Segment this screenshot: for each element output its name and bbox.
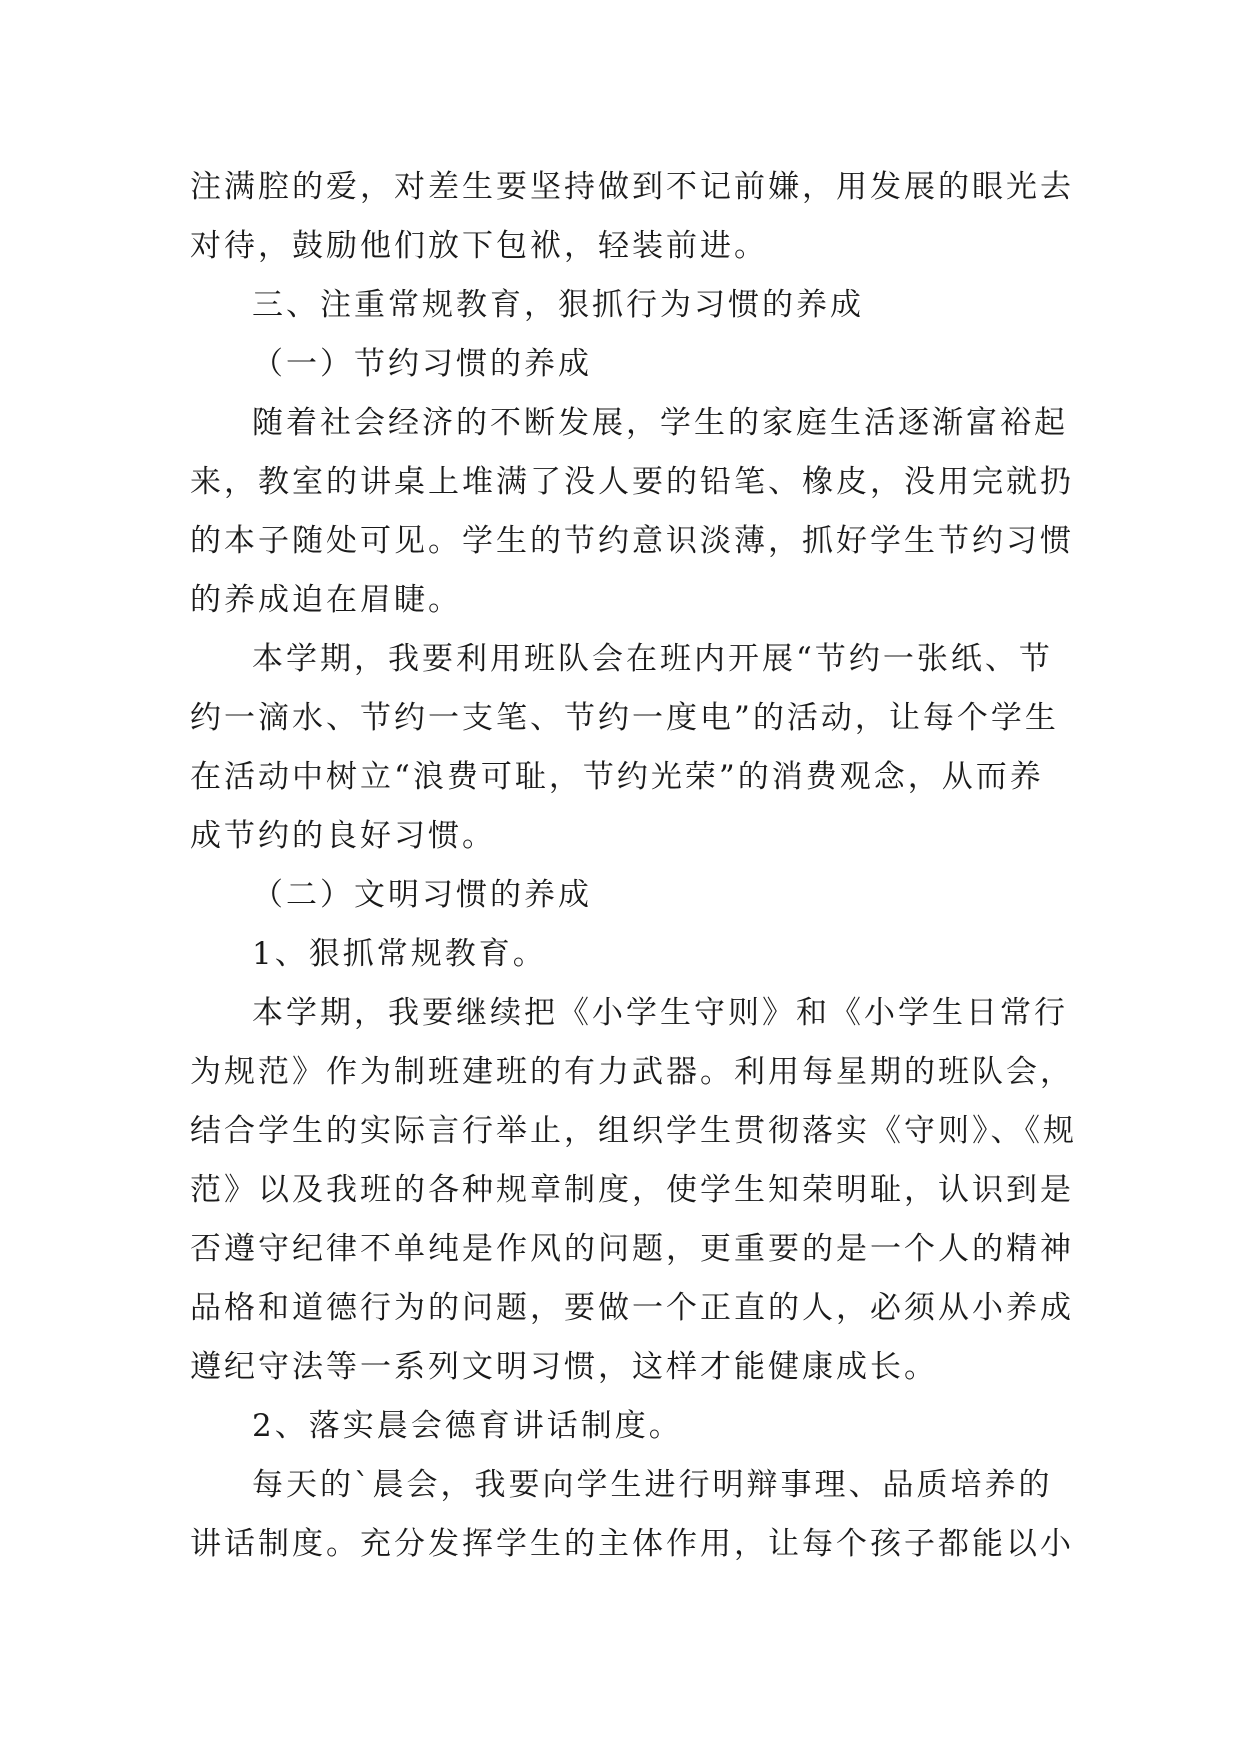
paragraph-line: 讲话制度。充分发挥学生的主体作用，让每个孩子都能以小 xyxy=(190,1526,1074,1562)
paragraph-line: 在活动中树立“浪费可耻，节约光荣”的消费观念，从而养 xyxy=(190,759,1044,795)
numbered-heading: 2、落实晨会德育讲话制度。 xyxy=(252,1408,683,1444)
paragraph-line: 的本子随处可见。学生的节约意识淡薄，抓好学生节约习惯 xyxy=(190,523,1074,559)
paragraph-line: 成节约的良好习惯。 xyxy=(190,818,496,854)
section-heading: 三、注重常规教育，狠抓行为习惯的养成 xyxy=(252,287,864,323)
paragraph-line: 对待，鼓励他们放下包袱，轻装前进。 xyxy=(190,228,768,264)
paragraph-line: 注满腔的爱，对差生要坚持做到不记前嫌，用发展的眼光去 xyxy=(190,169,1074,205)
paragraph-line: 每天的`晨会，我要向学生进行明辩事理、品质培养的 xyxy=(252,1467,1053,1503)
subsection-heading: （二）文明习惯的养成 xyxy=(252,877,592,913)
subsection-heading: （一）节约习惯的养成 xyxy=(252,346,592,382)
paragraph-line: 随着社会经济的不断发展，学生的家庭生活逐渐富裕起 xyxy=(252,405,1068,441)
paragraph-line: 范》以及我班的各种规章制度，使学生知荣明耻，认识到是 xyxy=(190,1172,1074,1208)
paragraph-line: 结合学生的实际言行举止，组织学生贯彻落实《守则》、《规 xyxy=(190,1113,1077,1149)
document-body xyxy=(190,158,1077,1574)
paragraph-line: 的养成迫在眉睫。 xyxy=(190,582,462,618)
paragraph-line: 遵纪守法等一系列文明习惯，这样才能健康成长。 xyxy=(190,1349,938,1385)
paragraph-line: 否遵守纪律不单纯是作风的问题，更重要的是一个人的精神 xyxy=(190,1231,1074,1267)
numbered-heading: 1、狠抓常规教育。 xyxy=(252,936,547,972)
paragraph-line: 本学期，我要继续把《小学生守则》和《小学生日常行 xyxy=(252,995,1068,1031)
paragraph-line: 来，教室的讲桌上堆满了没人要的铅笔、橡皮，没用完就扔 xyxy=(190,464,1074,500)
paragraph-line: 为规范》作为制班建班的有力武器。利用每星期的班队会， xyxy=(190,1054,1074,1090)
paragraph-line: 本学期，我要利用班队会在班内开展“节约一张纸、节 xyxy=(252,641,1053,677)
paragraph-line: 约一滴水、节约一支笔、节约一度电”的活动，让每个学生 xyxy=(190,700,1059,736)
paragraph-line: 品格和道德行为的问题，要做一个正直的人，必须从小养成 xyxy=(190,1290,1074,1326)
